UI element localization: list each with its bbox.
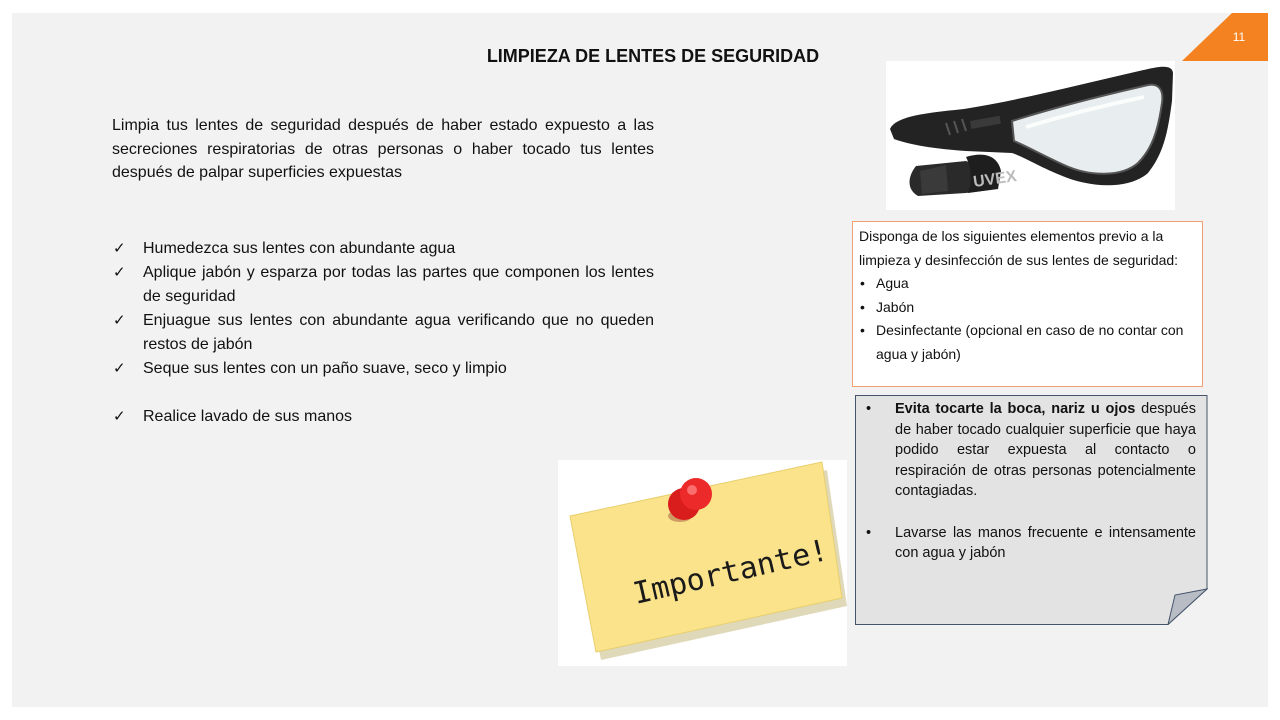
cleaning-steps-list [112,237,654,429]
important-note-list [866,399,1196,564]
check-icon: ✓ [113,312,126,329]
sticky-note-image [558,460,847,666]
list-item [112,261,654,309]
sticky-note-text: Importante! [629,532,832,612]
safety-goggles-image [886,61,1175,210]
list-item [859,319,1196,366]
supplies-list [859,272,1196,366]
bullet-icon: • [866,401,872,417]
check-icon: ✓ [113,360,126,377]
strap-logo-text: UVEX [972,168,1018,191]
list-item [112,309,654,357]
list-item [859,296,1196,320]
bullet-icon: • [860,322,865,338]
list-item [866,399,1196,502]
supply-text: Agua [876,275,909,291]
bullet-icon: • [860,275,865,291]
step-text: Seque sus lentes con un paño suave, seco y limpio [143,360,507,377]
supplies-box [852,221,1203,387]
goggles-illustration [886,61,1175,210]
list-item [112,357,654,381]
slide-title: LIMPIEZA DE LENTES DE SEGURIDAD [486,46,820,66]
note-text: Lavarse las manos frecuente e intensamente con agua y jabón [895,524,1196,561]
bullet-icon: • [866,524,872,541]
supply-text: Jabón [876,298,915,315]
list-item [866,523,1196,564]
supplies-heading: Disponga de los siguientes elementos previo a la limpieza y desinfección de sus lentes de seguridad: [859,228,1179,268]
sticky-note-illustration [558,460,847,666]
list-item [112,405,654,429]
list-item [112,237,654,261]
note-bold-text: Evita tocarte la boca, nariz u ojos [895,401,1136,417]
check-icon: ✓ [113,264,126,281]
check-icon: ✓ [113,408,126,425]
step-text: Realice lavado de sus manos [143,408,353,425]
list-item [859,272,1196,296]
check-icon: ✓ [113,240,126,257]
page-number: 11 [1232,30,1246,44]
bullet-icon: • [860,298,865,315]
supply-text: Desinfectante (opcional en caso de no contar con agua y jabón) [876,322,1184,362]
step-text: Enjuague sus lentes con abundante agua verificando que no queden restos de jabón [143,312,654,353]
intro-paragraph: Limpia tus lentes de seguridad después de haber estado expuesto a las secreciones respiratorias de otras personas o haber tocado tus lentes después de palpar superficies expuestas [112,117,654,181]
step-text: Aplique jabón y esparza por todas las partes que componen los lentes de seguridad [143,264,654,305]
page-number-tab [1182,13,1268,61]
note-text: después de haber tocado cualquier superficie que haya podido estar expuesta al contacto o respiración de otras personas potencialmente contagiadas. [895,401,1196,499]
step-text: Humedezca sus lentes con abundante agua [143,240,456,257]
